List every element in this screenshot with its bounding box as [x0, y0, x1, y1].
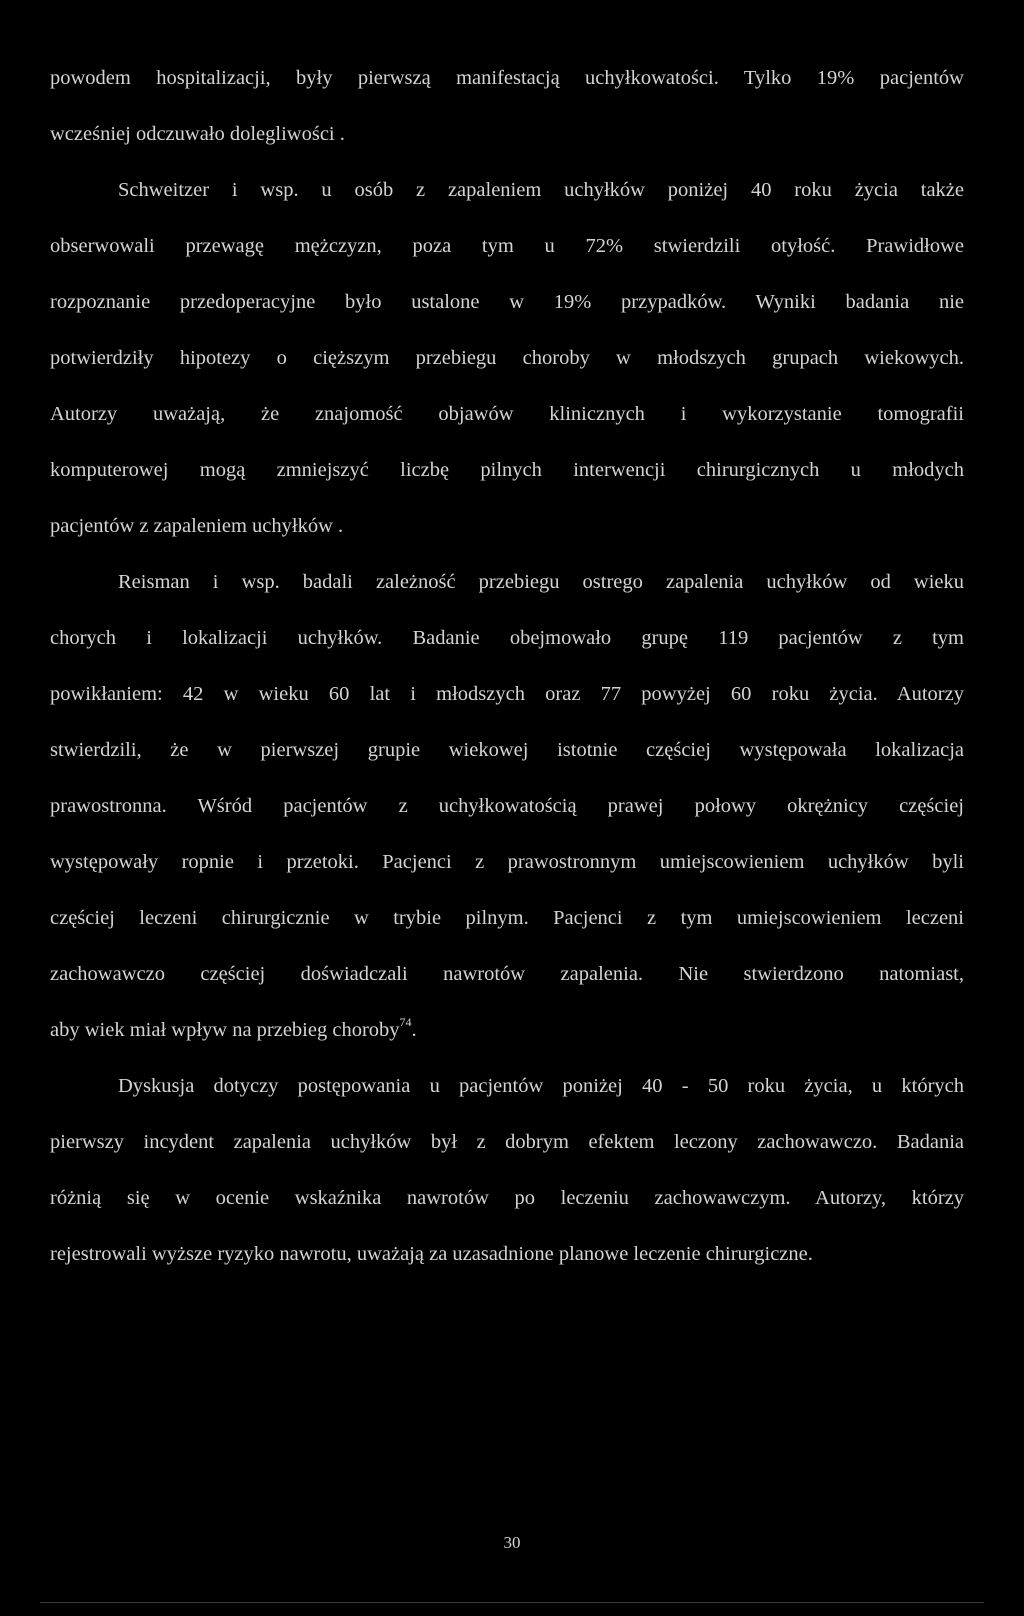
paragraph-start-line: Reisman i wsp. badali zależność przebiegu ostrego zapalenia uchyłków od wieku	[118, 571, 964, 593]
text-line: zachowawczo częściej doświadczali nawrotów zapalenia. Nie stwierdzono natomiast,	[50, 963, 964, 985]
text-line: rozpoznanie przedoperacyjne było ustalone w 19% przypadków. Wyniki badania nie	[50, 291, 964, 313]
text-line: komputerowej mogą zmniejszyć liczbę pilnych interwencji chirurgicznych u młodych	[50, 459, 964, 481]
paragraph-start-line: Schweitzer i wsp. u osób z zapaleniem uchyłków poniżej 40 roku życia także	[118, 179, 964, 201]
paragraph-start-line: Dyskusja dotyczy postępowania u pacjentów poniżej 40 - 50 roku życia, u których	[118, 1075, 964, 1097]
bottom-rule	[40, 1602, 984, 1603]
text-line: stwierdzili, że w pierwszej grupie wiekowej istotnie częściej występowała lokalizacja	[50, 739, 964, 761]
text-line: obserwowali przewagę mężczyzn, poza tym u 72% stwierdzili otyłość. Prawidłowe	[50, 235, 964, 257]
text-line: Autorzy uważają, że znajomość objawów klinicznych i wykorzystanie tomografii	[50, 403, 964, 425]
footnote-reference: 74	[399, 1015, 412, 1030]
text-line: potwierdziły hipotezy o cięższym przebiegu choroby w młodszych grupach wiekowych.	[50, 347, 964, 369]
page-number: 30	[503, 1533, 521, 1552]
text-line: różnią się w ocenie wskaźnika nawrotów po leczeniu zachowawczym. Autorzy, którzy	[50, 1187, 964, 1209]
text-line: rejestrowali wyższe ryzyko nawrotu, uważają za uzasadnione planowe leczenie chirurgiczne.	[50, 1243, 813, 1265]
text-line: pierwszy incydent zapalenia uchyłków był z dobrym efektem leczony zachowawczo. Badania	[50, 1131, 964, 1153]
sentence-period: .	[411, 1019, 417, 1041]
text-line: wcześniej odczuwało dolegliwości .	[50, 123, 345, 145]
text-line: pacjentów z zapaleniem uchyłków .	[50, 515, 344, 537]
text-line: chorych i lokalizacji uchyłków. Badanie obejmowało grupę 119 pacjentów z tym	[50, 627, 964, 649]
text-line: aby wiek miał wpływ na przebieg choroby	[50, 1019, 400, 1041]
text-line: prawostronna. Wśród pacjentów z uchyłkowatością prawej połowy okrężnicy częściej	[50, 795, 964, 817]
text-line: częściej leczeni chirurgicznie w trybie pilnym. Pacjenci z tym umiejscowieniem leczeni	[50, 907, 964, 929]
text-line: powodem hospitalizacji, były pierwszą manifestacją uchyłkowatości. Tylko 19% pacjentów	[50, 67, 964, 89]
text-line: występowały ropnie i przetoki. Pacjenci z prawostronnym umiejscowieniem uchyłków byli	[50, 851, 964, 873]
text-line-with-footnote	[50, 1016, 964, 1044]
text-line: powikłaniem: 42 w wieku 60 lat i młodszych oraz 77 powyżej 60 roku życia. Autorzy	[50, 683, 964, 705]
